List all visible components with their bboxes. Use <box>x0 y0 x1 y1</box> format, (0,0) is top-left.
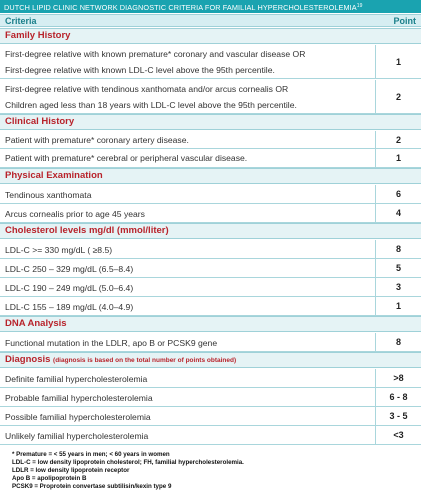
table-row: Definite familial hypercholesterolemia >8 <box>0 369 421 388</box>
footnote: PCSK9 = Proprotein convertase subtilisin/kexin type 9 <box>12 483 172 490</box>
table-row: Arcus cornealis prior to age 45 years 4 <box>0 204 421 223</box>
points-value: 4 <box>375 204 421 222</box>
table-row: Patient with premature* cerebral or peripheral vascular disease. 1 <box>0 149 421 168</box>
points-value: 6 <box>375 185 421 203</box>
table-row: LDL-C 250 – 329 mg/dL (6.5–8.4) 5 <box>0 259 421 278</box>
points-value: <3 <box>375 426 421 444</box>
points-value: 1 <box>375 149 421 167</box>
table-header <box>0 14 421 27</box>
table-row: First-degree relative with tendinous xanthomata and/or arcus cornealis OR Children aged less than 18 years with LDL-C level above the 95th percentile. 2 <box>0 80 421 114</box>
points-value: 3 <box>375 278 421 296</box>
section-family-history: Family History <box>0 28 421 44</box>
footnote: LDLR = low density lipoprotein receptor <box>12 467 130 474</box>
footnote: * Premature = < 55 years in men; < 60 years in women <box>12 451 170 458</box>
points-value: 8 <box>375 333 421 351</box>
points-value: 2 <box>375 131 421 148</box>
points-value: 8 <box>375 240 421 258</box>
table-row: Probable familial hypercholesterolemia 6 - 8 <box>0 388 421 407</box>
table-row: Possible familial hypercholesterolemia 3 - 5 <box>0 407 421 426</box>
section-physical-examination: Physical Examination <box>0 168 421 184</box>
section-clinical-history: Clinical History <box>0 114 421 130</box>
table-row: Tendinous xanthomata 6 <box>0 185 421 204</box>
footnote: Apo B = apolipoprotein B <box>12 475 87 482</box>
table-title: DUTCH LIPID CLINIC NETWORK DIAGNOSTIC CRITERIA FOR FAMILIAL HYPERCHOLESTEROLEMIA$^{19}$ <box>0 0 421 13</box>
criteria-header: Criteria <box>5 16 37 26</box>
diagnosis-note: (diagnosis is based on the total number of points obtained) <box>53 357 237 364</box>
points-value: 6 - 8 <box>375 388 421 406</box>
points-value: 1 <box>375 45 421 78</box>
table-row: LDL-C 190 – 249 mg/dL (5.0–6.4) 3 <box>0 278 421 297</box>
point-header: Point <box>393 16 416 26</box>
section-diagnosis: Diagnosis (diagnosis is based on the total number of points obtained) <box>0 352 421 368</box>
section-dna-analysis: DNA Analysis <box>0 316 421 332</box>
table-row: Patient with premature* coronary artery disease. 2 <box>0 131 421 149</box>
points-value: 2 <box>375 80 421 113</box>
section-cholesterol-levels: Cholesterol levels mg/dl (mmol/liter) <box>0 223 421 239</box>
table-row: Functional mutation in the LDLR, apo B or PCSK9 gene 8 <box>0 333 421 352</box>
points-value: 1 <box>375 297 421 315</box>
points-value: >8 <box>375 369 421 387</box>
table-row: Unlikely familial hypercholesterolemia <3 <box>0 426 421 445</box>
table-row: LDL-C 155 – 189 mg/dL (4.0–4.9) 1 <box>0 297 421 316</box>
footnote: LDL-C = low density lipoprotein cholesterol; FH, familial hypercholesterolemia. <box>12 459 244 466</box>
table-row: First-degree relative with known premature* coronary and vascular disease OR First-degree relative with known LDL-C level above the 95th percentile. 1 <box>0 45 421 79</box>
table-row: LDL-C >= 330 mg/dL ( ≥8.5) 8 <box>0 240 421 259</box>
points-value: 5 <box>375 259 421 277</box>
points-value: 3 - 5 <box>375 407 421 425</box>
